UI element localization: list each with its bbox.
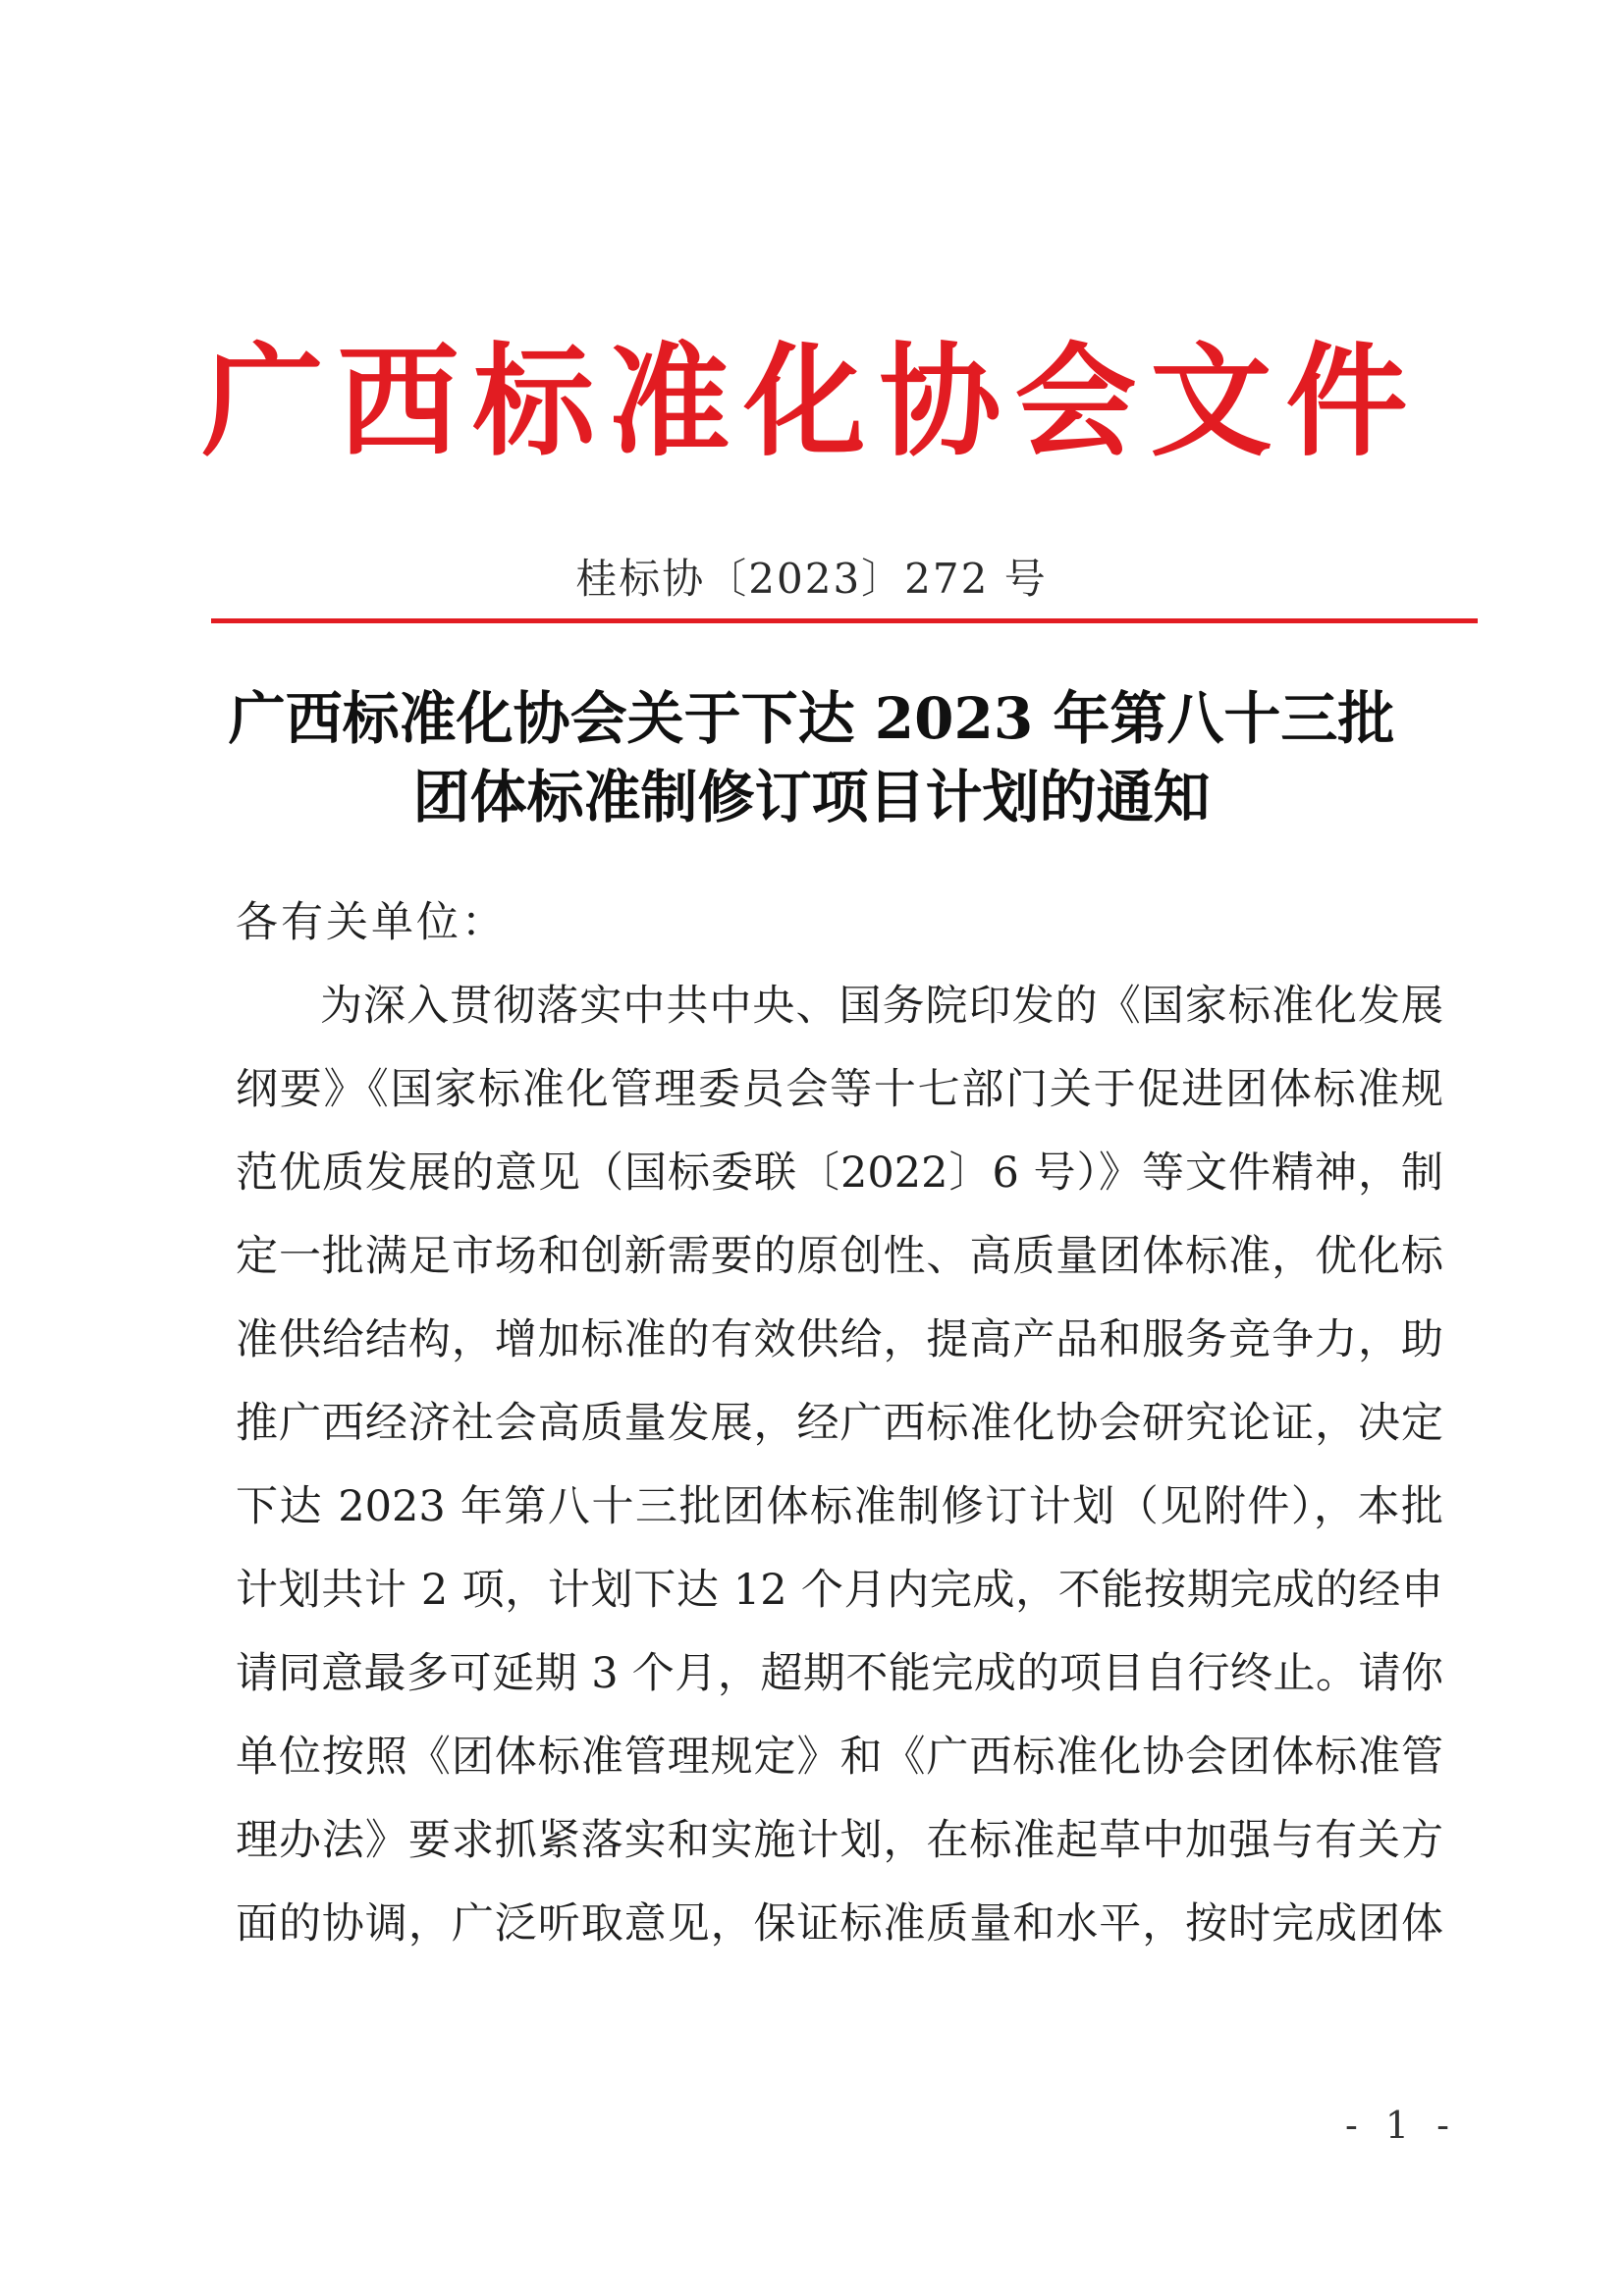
body-line: 准供给结构，增加标准的有效供给，提高产品和服务竞争力，助 [236,1315,1443,1364]
notice-title-line-1: 广西标准化协会关于下达 2023 年第八十三批 [228,685,1395,752]
body-line: 面的协调，广泛听取意见，保证标准质量和水平，按时完成团体 [236,1899,1443,1949]
body-line: 纲要》《国家标准化管理委员会等十七部门关于促进团体标准规 [236,1065,1443,1114]
body-line: 理办法》要求抓紧落实和实施计划，在标准起草中加强与有关方 [236,1816,1443,1865]
page-number: - 1 - [1345,2104,1458,2147]
body-line: 单位按照《团体标准管理规定》和《广西标准化协会团体标准管 [236,1733,1443,1782]
body-line: 范优质发展的意见（国标委联〔2022〕6 号）》等文件精神，制 [236,1148,1443,1198]
body-line: 定一批满足市场和创新需要的原创性、高质量团体标准，优化标 [236,1232,1443,1281]
org-title: 广西标准化协会文件 [201,331,1422,473]
body-line: 下达 2023 年第八十三批团体标准制修订计划（见附件），本批 [236,1482,1443,1531]
body-line: 计划共计 2 项，计划下达 12 个月内完成，不能按期完成的经申 [236,1566,1443,1615]
body-line: 推广西经济社会高质量发展，经广西标准化协会研究论证，决定 [236,1399,1443,1448]
notice-title-line-2: 团体标准制修订项目计划的通知 [412,764,1211,830]
body-line: 请同意最多可延期 3 个月，超期不能完成的项目自行终止。请你 [236,1649,1443,1698]
red-divider-line [211,618,1478,623]
doc-number: 桂标协〔2023〕272 号 [575,555,1048,603]
body-line: 为深入贯彻落实中共中央、国务院印发的《国家标准化发展 [320,982,1443,1031]
salutation: 各有关单位： [236,898,507,947]
